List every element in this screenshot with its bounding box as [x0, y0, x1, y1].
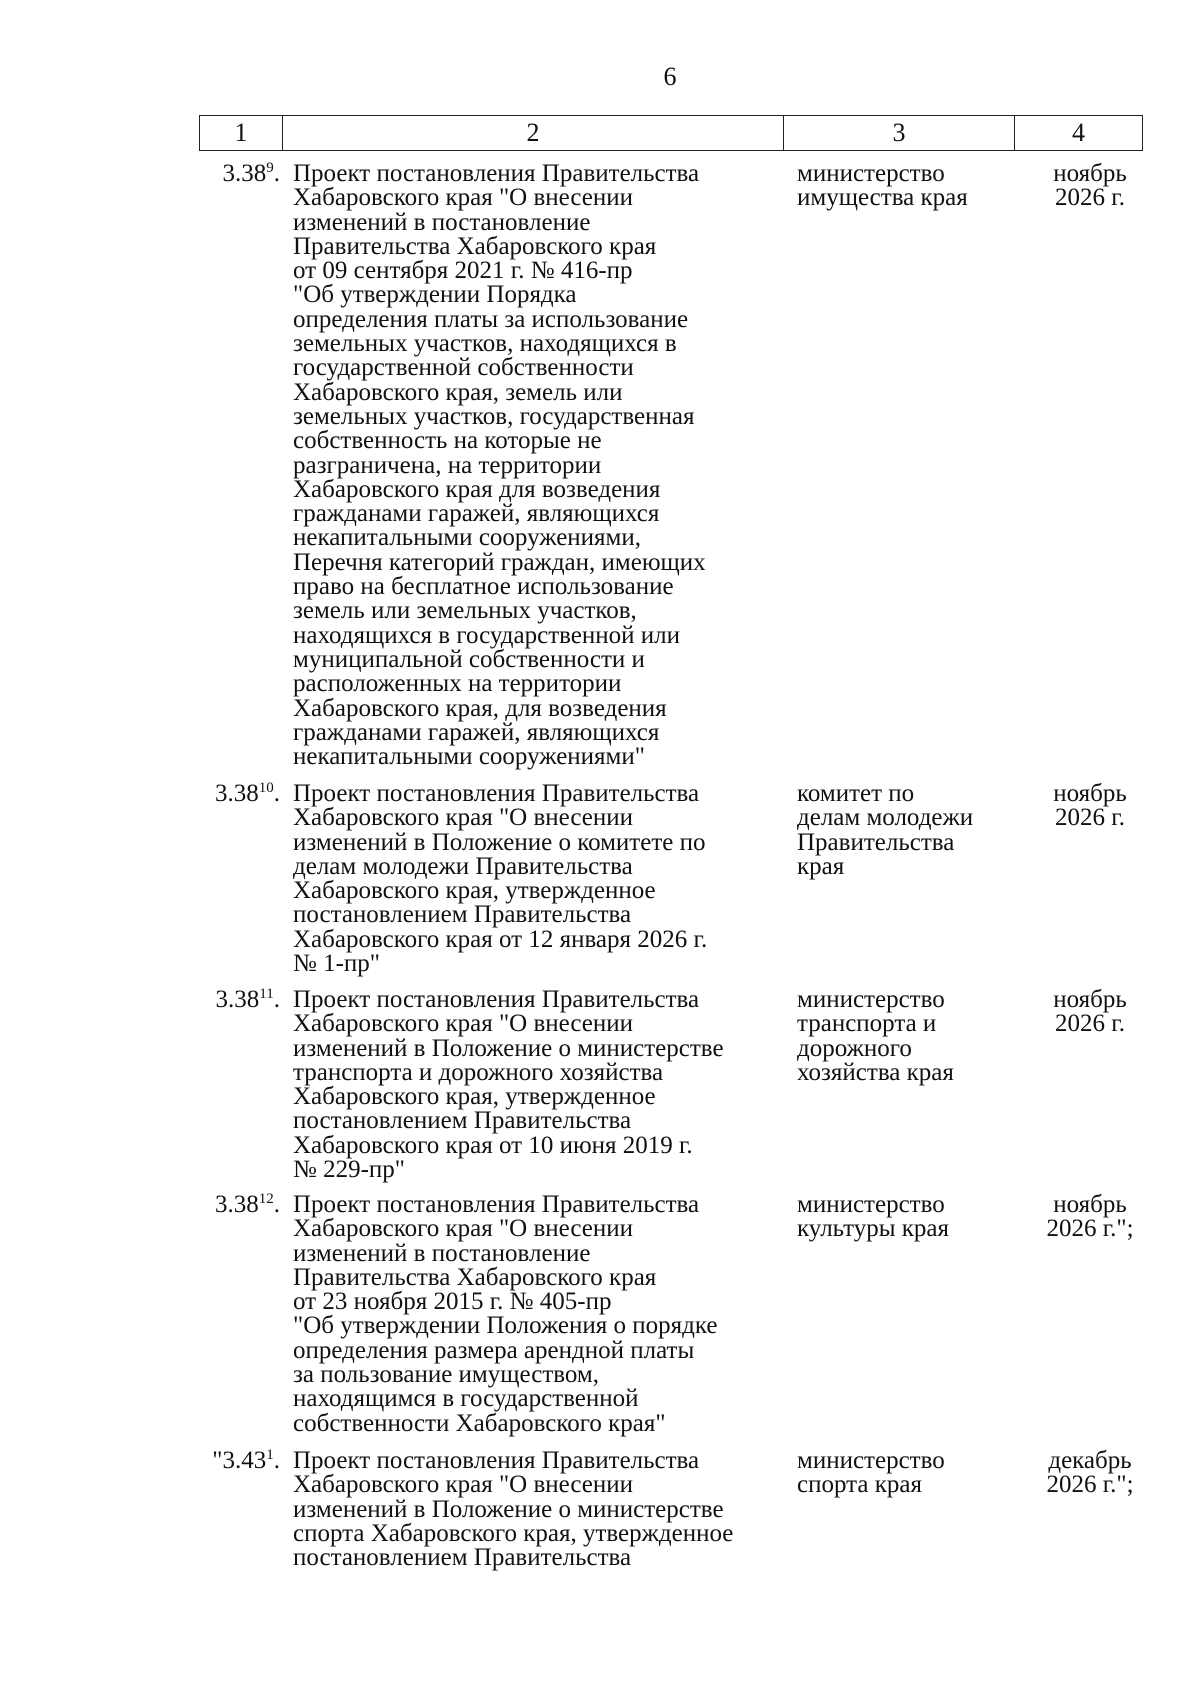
row-title-line: Проект постановления Правительства [293, 1447, 700, 1474]
row-title-line: постановлением Правительства [293, 901, 632, 929]
row-responsible [797, 162, 968, 211]
row-number-suffix: . [273, 160, 280, 187]
row-responsible-line: края [797, 852, 845, 880]
row-title-line: "Об утверждении Порядка [293, 281, 577, 309]
row-title-line: земель или земельных участков, [293, 597, 637, 625]
row-number [196, 162, 280, 186]
row-title-line: Хабаровского края "О внесении [293, 1471, 634, 1499]
row-deadline [1030, 782, 1150, 831]
row-responsible [797, 1193, 949, 1242]
row-deadline-line: 2026 г."; [1046, 1471, 1134, 1499]
row-title-line: Хабаровского края, земель или [293, 378, 623, 406]
row-title-line: изменений в Положение о министерстве [293, 1034, 724, 1062]
row-title-line: изменений в постановление [293, 1239, 591, 1267]
row-responsible-line: хозяйства края [797, 1058, 954, 1086]
row-responsible [797, 782, 973, 879]
row-responsible-line: транспорта и [797, 1010, 937, 1038]
row-title-line: расположенных на территории [293, 670, 622, 698]
row-deadline-line: 2026 г. [1055, 804, 1125, 832]
row-number-main: 3.38 [222, 160, 267, 187]
row-number-suffix: . [273, 1447, 280, 1474]
row-responsible-line: дорожного [797, 1034, 912, 1062]
row-title-line: Хабаровского края "О внесении [293, 804, 634, 832]
row-responsible [797, 988, 954, 1085]
row-number-suffix: . [273, 986, 280, 1013]
row-title-line: изменений в постановление [293, 208, 591, 236]
row-title-line: находящимся в государственной [293, 1385, 639, 1413]
column-header-2: 2 [283, 116, 784, 150]
row-number-main: 3.38 [215, 986, 260, 1013]
row-deadline-line: ноябрь [1053, 780, 1127, 807]
row-number-main: "3.43 [212, 1447, 267, 1474]
row-title-line: Проект постановления Правительства [293, 1191, 700, 1218]
row-title-line: некапитальными сооружениями, [293, 524, 641, 552]
row-title [293, 1193, 717, 1436]
row-title-line: транспорта и дорожного хозяйства [293, 1058, 664, 1086]
row-title-line: собственность на которые не [293, 427, 602, 455]
row-title-line: право на бесплатное использование [293, 573, 674, 601]
row-title-line: гражданами гаражей, являющихся [293, 718, 660, 746]
row-deadline-line: 2026 г. [1055, 1010, 1125, 1038]
row-deadline-line: декабрь [1048, 1447, 1132, 1474]
row-title-line: земельных участков, находящихся в [293, 330, 677, 358]
row-title [293, 162, 706, 769]
row-title-line: Хабаровского края "О внесении [293, 1010, 634, 1038]
row-number-superscript: 11 [259, 986, 274, 1002]
row-title-line: определения размера арендной платы [293, 1336, 695, 1364]
row-title [293, 988, 724, 1182]
column-header-1: 1 [200, 116, 283, 150]
row-title-line: собственности Хабаровского края" [293, 1409, 666, 1437]
row-deadline [1030, 162, 1150, 211]
row-title-line: некапитальными сооружениями" [293, 743, 645, 771]
row-title-line: находящихся в государственной или [293, 621, 680, 649]
row-title-line: Хабаровского края от 12 января 2026 г. [293, 925, 708, 953]
row-title-line: государственной собственности [293, 354, 634, 382]
row-title-line: постановлением Правительства [293, 1107, 632, 1135]
row-title-line: Хабаровского края, для возведения [293, 694, 667, 722]
row-title-line: постановлением Правительства [293, 1544, 632, 1572]
row-number-superscript: 10 [258, 780, 274, 796]
row-title-line: Проект постановления Правительства [293, 160, 700, 187]
row-title-line: гражданами гаражей, являющихся [293, 500, 660, 528]
row-title-line: Хабаровского края, утвержденное [293, 1083, 656, 1111]
row-responsible-line: спорта края [797, 1471, 922, 1499]
row-title-line: от 09 сентября 2021 г. № 416-пр [293, 257, 633, 285]
row-number-main: 3.38 [215, 780, 259, 807]
row-number [196, 1449, 280, 1473]
row-number [196, 782, 280, 806]
row-number-suffix: . [273, 780, 280, 807]
row-title-line: "Об утверждении Положения о порядке [293, 1312, 718, 1340]
row-title-line: разграничена, на территории [293, 451, 602, 479]
row-number-suffix: . [273, 1191, 280, 1218]
row-deadline [1030, 988, 1150, 1037]
row-title [293, 782, 707, 976]
row-title-line: № 229-пр" [293, 1156, 406, 1184]
row-title-line: Хабаровского края от 10 июня 2019 г. [293, 1131, 693, 1159]
row-title-line: делам молодежи Правительства [293, 852, 633, 880]
row-responsible-line: Правительства [797, 828, 955, 856]
row-responsible-line: министерство [797, 1447, 945, 1474]
page-number: 6 [663, 62, 677, 91]
row-responsible-line: министерство [797, 1191, 945, 1218]
row-number-main: 3.38 [215, 1191, 259, 1218]
row-title-line: Хабаровского края "О внесении [293, 184, 634, 212]
row-number [196, 1193, 280, 1217]
row-title-line: Хабаровского края для возведения [293, 475, 661, 503]
row-responsible [797, 1449, 945, 1498]
row-number-superscript: 9 [266, 160, 274, 176]
row-title-line: земельных участков, государственная [293, 402, 695, 430]
row-title-line: изменений в Положение о министерстве [293, 1495, 724, 1523]
row-responsible-line: комитет по [797, 780, 915, 807]
column-header-3: 3 [784, 116, 1015, 150]
row-title-line: Правительства Хабаровского края [293, 1263, 657, 1291]
row-responsible-line: министерство [797, 986, 945, 1013]
row-title-line: Перечня категорий граждан, имеющих [293, 548, 706, 576]
row-deadline-line: ноябрь [1053, 160, 1127, 187]
row-responsible-line: делам молодежи [797, 804, 974, 832]
row-deadline-line: ноябрь [1053, 1191, 1127, 1218]
row-title-line: спорта Хабаровского края, утвержденное [293, 1519, 734, 1547]
row-responsible-line: министерство [797, 160, 945, 187]
row-responsible-line: культуры края [797, 1215, 950, 1243]
row-title-line: от 23 ноября 2015 г. № 405-пр [293, 1288, 612, 1316]
row-title-line: Проект постановления Правительства [293, 986, 700, 1013]
row-title-line: изменений в Положение о комитете по [293, 828, 706, 856]
row-title-line: муниципальной собственности и [293, 645, 645, 673]
row-deadline-line: ноябрь [1053, 986, 1127, 1013]
row-title-line: Хабаровского края, утвержденное [293, 877, 656, 905]
row-title-line: за пользование имуществом, [293, 1361, 599, 1389]
row-deadline [1030, 1193, 1150, 1242]
row-number [196, 988, 280, 1012]
row-title-line: определения платы за использование [293, 305, 689, 333]
row-deadline [1030, 1449, 1150, 1498]
row-deadline-line: 2026 г. [1055, 184, 1125, 212]
row-title-line: № 1-пр" [293, 950, 381, 978]
row-title [293, 1449, 733, 1570]
column-header-row [199, 115, 1143, 151]
column-header-4: 4 [1072, 118, 1085, 147]
row-responsible-line: имущества края [797, 184, 968, 212]
row-number-superscript: 12 [258, 1191, 274, 1207]
row-title-line: Хабаровского края "О внесении [293, 1215, 634, 1243]
row-title-line: Проект постановления Правительства [293, 780, 700, 807]
row-deadline-line: 2026 г."; [1046, 1215, 1134, 1243]
row-title-line: Правительства Хабаровского края [293, 232, 657, 260]
row-number-superscript: 1 [266, 1447, 274, 1463]
